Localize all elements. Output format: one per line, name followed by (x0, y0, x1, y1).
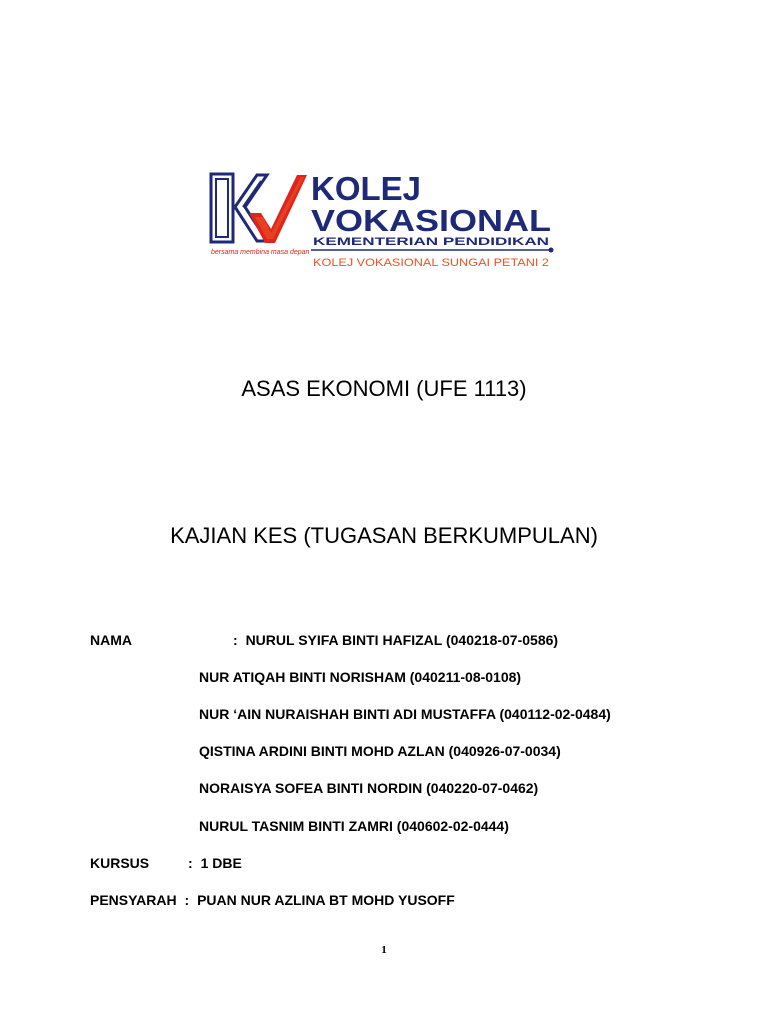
kursus-value: 1 DBE (200, 855, 242, 871)
kv-mark-icon (211, 174, 307, 243)
nama-first-member-row (233, 632, 558, 648)
nama-separator: : (233, 632, 238, 648)
assignment-title: KAJIAN KES (TUGASAN BERKUMPULAN) (170, 523, 598, 548)
logo-campus: KOLEJ VOKASIONAL SUNGAI PETANI 2 (313, 257, 549, 269)
nama-label: NAMA (90, 632, 132, 648)
kursus-label: KURSUS (90, 855, 150, 871)
pensyarah-row (90, 892, 455, 908)
pensyarah-label: PENSYARAH (90, 892, 177, 908)
member-name: NURUL TASNIM BINTI ZAMRI (040602-02-0444) (199, 818, 509, 834)
member-name: NUR ATIQAH BINTI NORISHAM (040211-08-0108) (199, 669, 522, 685)
page-number: 1 (381, 944, 387, 956)
member-name: NORAISYA SOFEA BINTI NORDIN (040220-07-0462) (199, 780, 539, 796)
pensyarah-separator: : (184, 892, 190, 908)
pensyarah-value: PUAN NUR AZLINA BT MOHD YUSOFF (197, 892, 455, 908)
kursus-separator: : (188, 855, 193, 871)
logo-tagline: bersama membina masa depan (211, 249, 310, 256)
logo-brand-line1: KOLEJ (311, 170, 422, 207)
member-name: QISTINA ARDINI BINTI MOHD AZLAN (040926-07-0034) (199, 743, 561, 759)
logo-ministry: KEMENTERIAN PENDIDIKAN (313, 236, 550, 248)
member-name: NUR ‘AIN NURAISHAH BINTI ADI MUSTAFFA (040112-02-0484) (199, 706, 611, 722)
member-name: NURUL SYIFA BINTI HAFIZAL (040218-07-0586) (245, 632, 559, 648)
course-title: ASAS EKONOMI (UFE 1113) (241, 376, 527, 401)
logo-divider-dot (549, 248, 554, 253)
logo-brand-line2: VOKASIONAL (311, 203, 551, 238)
kursus-value-row (188, 855, 242, 871)
college-logo-graphic (205, 163, 567, 285)
college-logo (205, 163, 567, 285)
